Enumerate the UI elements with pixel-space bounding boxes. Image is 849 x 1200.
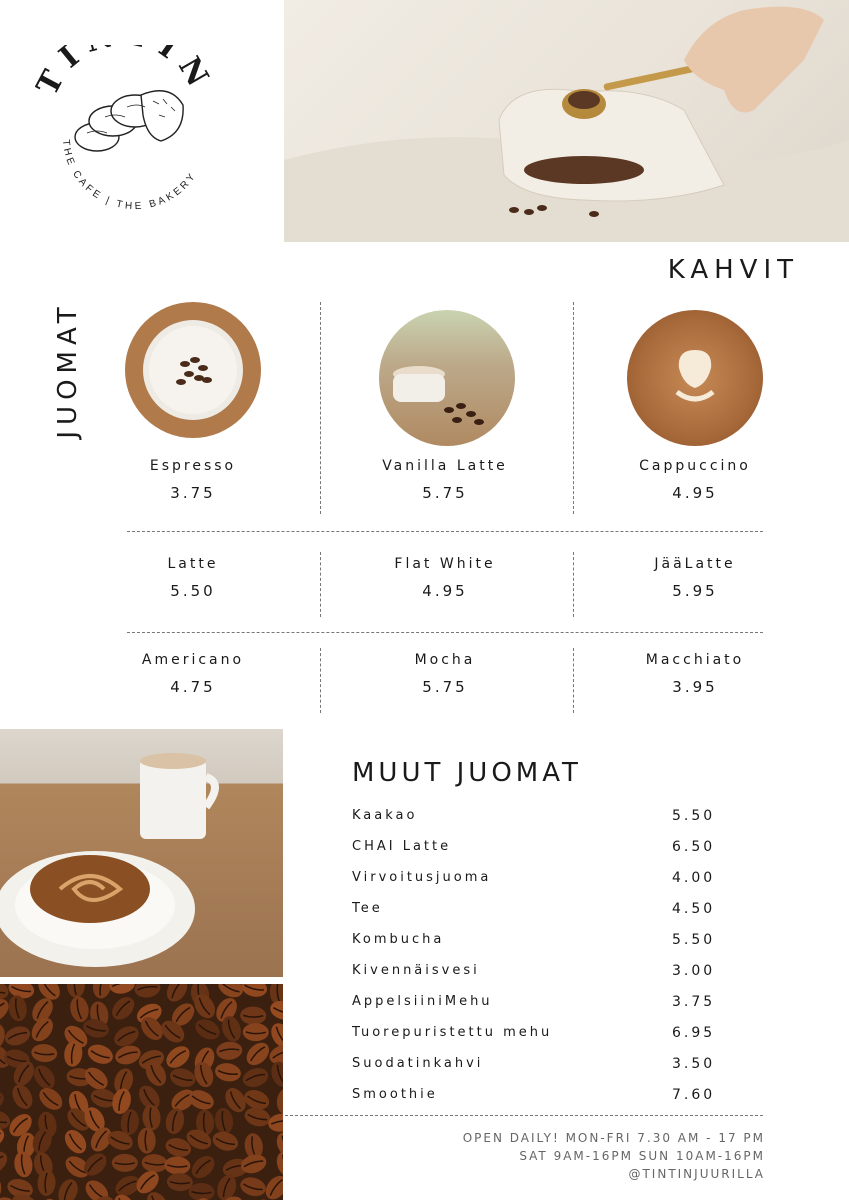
coffee-section-heading: KAHVIT [667, 255, 799, 285]
drink-price-kivennaisvesi: 3.00 [672, 963, 716, 979]
drink-name-suodatinkahvi: Suodatinkahvi [352, 1056, 484, 1071]
coffee-name-iced-latte: JääLatte [654, 556, 736, 572]
drink-name-virvoitusjuoma: Virvoitusjuoma [352, 870, 492, 885]
coffee-price-espresso: 3.75 [170, 484, 216, 502]
drink-name-kivennaisvesi: Kivennäisvesi [352, 963, 480, 978]
row-divider [127, 531, 763, 532]
row-divider [127, 632, 763, 633]
drink-name-kombucha: Kombucha [352, 932, 445, 947]
hero-coffee-scoop-photo [284, 0, 849, 242]
coffee-name-latte: Latte [167, 556, 219, 572]
cappuccino-photo [627, 310, 763, 446]
drink-price-kaakao: 5.50 [672, 808, 716, 824]
drink-price-chai-latte: 6.50 [672, 839, 716, 855]
vanilla-latte-photo [379, 310, 515, 446]
coffee-price-iced-latte: 5.95 [672, 582, 718, 600]
opening-hours-weekdays: OPEN DAILY! MON-FRI 7.30 AM - 17 PM [462, 1131, 765, 1145]
grid-divider [573, 552, 574, 617]
grid-divider [320, 552, 321, 617]
social-handle: @TINTINJUURILLA [628, 1167, 765, 1181]
drink-name-tuorepuristettu-mehu: Tuorepuristettu mehu [352, 1025, 553, 1040]
coffee-price-mocha: 5.75 [422, 678, 468, 696]
coffee-price-latte: 5.50 [170, 582, 216, 600]
footer-divider [285, 1115, 763, 1116]
cinnamon-bun-coffee-photo [0, 729, 283, 977]
bread-illustration-icon [75, 91, 183, 151]
drink-price-tuorepuristettu-mehu: 6.95 [672, 1025, 716, 1041]
drink-name-tee: Tee [352, 901, 383, 916]
coffee-price-flat-white: 4.95 [422, 582, 468, 600]
drink-price-suodatinkahvi: 3.50 [672, 1056, 716, 1072]
drink-name-kaakao: Kaakao [352, 808, 418, 823]
coffee-price-americano: 4.75 [170, 678, 216, 696]
svg-text:THE CAFE | THE BAKERY [60, 139, 199, 212]
grid-divider [320, 302, 321, 514]
coffee-name-espresso: Espresso [149, 458, 237, 474]
grid-divider [573, 648, 574, 713]
grid-divider [320, 648, 321, 713]
coffee-price-cappuccino: 4.95 [672, 484, 718, 502]
svg-text:TINTIN [35, 45, 215, 101]
grid-divider [573, 302, 574, 514]
logo-tagline: THE CAFE | THE BAKERY [59, 139, 200, 213]
espresso-photo [125, 302, 261, 438]
drink-price-smoothie: 7.60 [672, 1087, 716, 1103]
coffee-beans-photo [0, 984, 283, 1200]
drink-name-chai-latte: CHAI Latte [352, 839, 452, 854]
drink-price-kombucha: 5.50 [672, 932, 716, 948]
brand-logo [35, 45, 215, 215]
coffee-name-cappuccino: Cappuccino [639, 458, 751, 474]
logo-name: I I [52, 45, 193, 76]
logo-graphic [35, 45, 215, 215]
coffee-name-flat-white: Flat White [394, 556, 496, 572]
drink-price-appelsiinimehu: 3.75 [672, 994, 716, 1010]
coffee-name-mocha: Mocha [414, 652, 476, 668]
drink-price-virvoitusjuoma: 4.00 [672, 870, 716, 886]
drink-name-smoothie: Smoothie [352, 1087, 438, 1102]
coffee-price-vanilla-latte: 5.75 [422, 484, 468, 502]
opening-hours-weekend: SAT 9AM-16PM SUN 10AM-16PM [519, 1149, 765, 1163]
coffee-name-vanilla-latte: Vanilla Latte [382, 458, 508, 474]
coffee-name-americano: Americano [141, 652, 245, 668]
drink-name-appelsiinimehu: AppelsiiniMehu [352, 994, 493, 1009]
coffee-name-macchiato: Macchiato [645, 652, 745, 668]
drink-price-tee: 4.50 [672, 901, 716, 917]
coffee-price-macchiato: 3.95 [672, 678, 718, 696]
drinks-vertical-heading: JUOMAT [53, 301, 83, 439]
other-drinks-heading: MUUT JUOMAT [352, 758, 582, 788]
